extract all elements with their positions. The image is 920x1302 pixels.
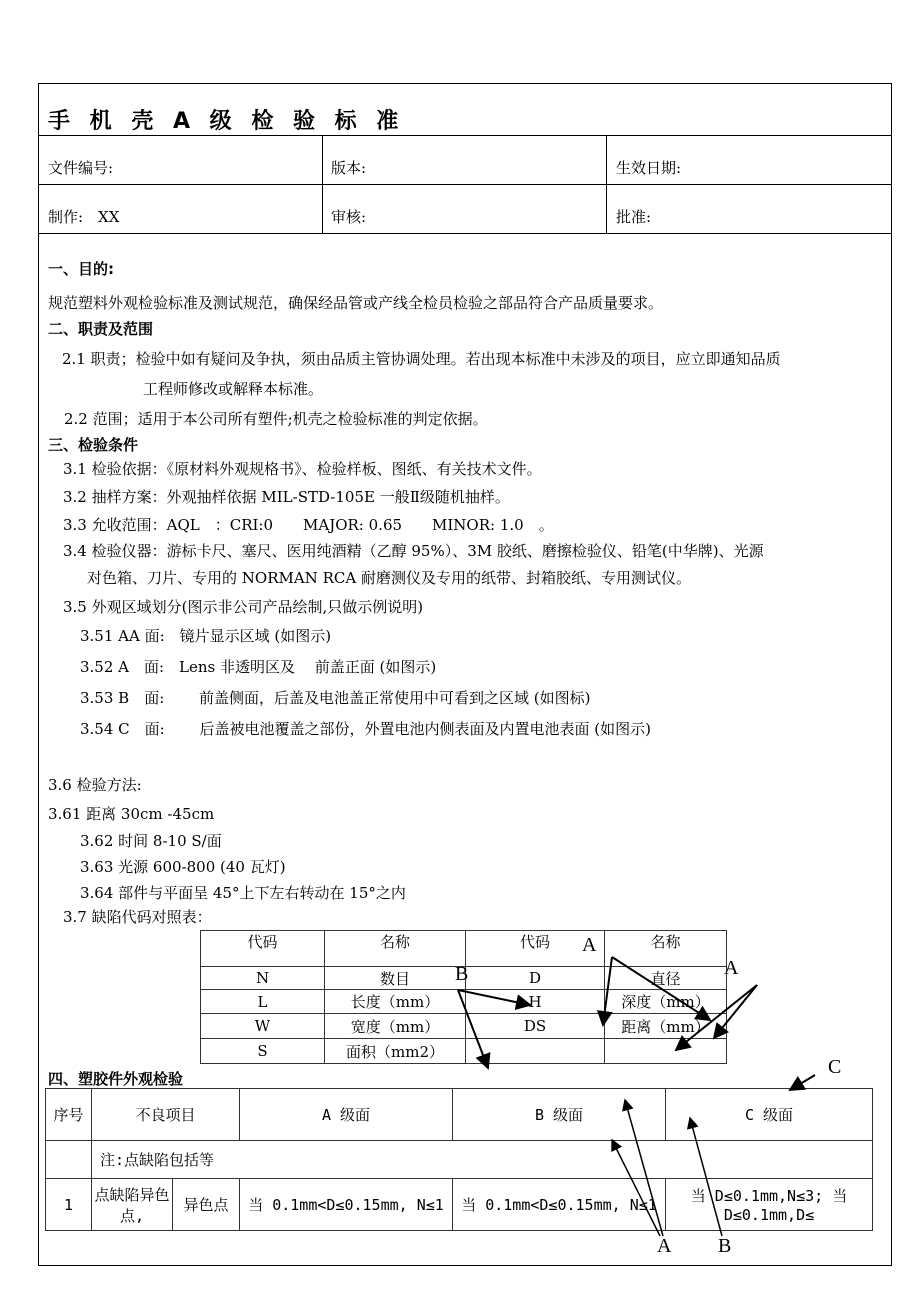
section-conditions-heading: 三、检验条件: [48, 436, 139, 454]
annotation-label: B: [455, 963, 469, 985]
header-cell: 名称: [605, 931, 727, 967]
annotation-label: B: [718, 1235, 732, 1257]
note-cell: 注:点缺陷包括等: [92, 1141, 873, 1179]
doc-number-label: 文件编号:: [48, 159, 114, 177]
effective-date-label: 生效日期:: [616, 159, 682, 177]
text-3-64: 3.64 部件与平面呈 45°上下左右转动在 15°之内: [80, 884, 406, 902]
annotation-label: A: [657, 1235, 672, 1257]
arrow: [676, 985, 757, 1050]
header-seq: 序号: [46, 1089, 92, 1141]
text-3-5: 3.5 外观区域划分(图示非公司产品绘制,只做示例说明): [63, 598, 424, 616]
reviewed-label: 审核:: [331, 208, 367, 226]
arrow: [612, 1140, 660, 1236]
sub-item-cell: 异色点: [173, 1179, 240, 1231]
text-3-63: 3.63 光源 600-800 (40 瓦灯): [80, 858, 286, 876]
text-3-3: 3.3 允收范围：AQL ：CRI:0 MAJOR: 0.65 MINOR: 1.0 。: [63, 516, 554, 534]
cell: 深度（mm）: [605, 990, 727, 1014]
header-cell: 名称: [325, 931, 466, 967]
cell: H: [466, 990, 605, 1014]
cell: L: [201, 990, 325, 1014]
arrow: [790, 1075, 815, 1090]
header-a: A 级面: [240, 1089, 453, 1141]
made-by-label: 制作: XX: [48, 208, 120, 226]
annotation-label: A: [582, 934, 597, 956]
text-3-4-cont: 对色箱、刀片、专用的 NORMAN RCA 耐磨测仪及专用的纸带、封箱胶纸、专用测试仪。: [87, 569, 691, 587]
cell: 距离（mm）: [605, 1014, 727, 1039]
header-c: C 级面: [666, 1089, 873, 1141]
arrow: [458, 990, 488, 1068]
text-3-62: 3.62 时间 8-10 S/面: [80, 832, 222, 850]
cell: 宽度（mm）: [325, 1014, 466, 1039]
text-2-1: 2.1 职责；检验中如有疑问及争执，须由品质主管协调处理。若出现本标准中未涉及的项目，应立即通知品质: [62, 350, 781, 368]
arrow: [690, 1118, 722, 1236]
text-3-4: 3.4 检验仪器：游标卡尺、塞尺、医用纯酒精（乙醇 95%）、3M 胶纸、磨擦检验仪、铅笔(中华牌)、光源: [63, 542, 764, 560]
cell: 长度（mm）: [325, 990, 466, 1014]
section-purpose-heading: 一、目的:: [48, 260, 114, 278]
arrow: [458, 990, 530, 1005]
text-3-2: 3.2 抽样方案：外观抽样依据 MIL-STD-105E 一般Ⅱ级随机抽样。: [63, 488, 510, 506]
text-3-53: 3.53 B 面: 前盖侧面，后盖及电池盖正常使用中可看到之区域 (如图标): [80, 689, 591, 707]
c-cell: 当 D≤0.1mm,N≤3; 当 D≤0.1mm,D≤: [666, 1179, 873, 1231]
approved-label: 批准:: [616, 208, 652, 226]
arrow: [603, 957, 612, 1025]
cell: W: [201, 1014, 325, 1039]
text-3-52: 3.52 A 面: Lens 非透明区及 前盖正面 (如图示): [80, 658, 437, 676]
arrow: [625, 1100, 663, 1236]
section-plastic-heading: 四、塑胶件外观检验: [48, 1070, 184, 1088]
arrow: [612, 957, 710, 1020]
cell: D: [466, 967, 605, 990]
b-cell: 当 0.1mm<D≤0.15mm, N≤1: [453, 1179, 666, 1231]
text-3-7: 3.7 缺陷代码对照表：: [63, 908, 212, 926]
a-cell: 当 0.1mm<D≤0.15mm, N≤1: [240, 1179, 453, 1231]
text-3-54: 3.54 C 面: 后盖被电池覆盖之部份，外置电池内侧表面及内置电池表面 (如图示): [80, 720, 651, 738]
header-b: B 级面: [453, 1089, 666, 1141]
cell: 面积（mm2）: [325, 1039, 466, 1064]
annotation-label: A: [724, 957, 739, 979]
cell: 直径: [605, 967, 727, 990]
text-3-51: 3.51 AA 面: 镜片显示区域 (如图示): [80, 627, 332, 645]
header-item: 不良项目: [92, 1089, 240, 1141]
cell: N: [201, 967, 325, 990]
text-2-1-cont: 工程师修改或解释本标准。: [143, 380, 324, 398]
cell: S: [201, 1039, 325, 1064]
section-scope-heading: 二、职责及范围: [48, 320, 154, 338]
text-2-2: 2.2 范围；适用于本公司所有塑件;机壳之检验标准的判定依据。: [64, 410, 488, 428]
seq-cell: 1: [46, 1179, 92, 1231]
header-cell: 代码: [201, 931, 325, 967]
header-cell: 代码: [466, 931, 605, 967]
text-3-61: 3.61 距离 30cm -45cm: [48, 805, 215, 823]
cell: DS: [466, 1014, 605, 1039]
item-cell: 点缺陷异色点,: [92, 1179, 173, 1231]
annotation-label: C: [828, 1056, 842, 1078]
cell: 数目: [325, 967, 466, 990]
purpose-text: 规范塑料外观检验标准及测试规范，确保经品管或产线全检员检验之部品符合产品质量要求。: [48, 294, 664, 312]
document-title: 手 机 壳 A 级 检 验 标 准: [48, 109, 405, 134]
text-3-6: 3.6 检验方法:: [48, 776, 142, 794]
text-3-1: 3.1 检验依据：《原材料外观规格书》、检验样板、图纸、有关技术文件。: [63, 460, 542, 478]
version-label: 版本:: [331, 159, 367, 177]
arrow: [714, 985, 757, 1038]
